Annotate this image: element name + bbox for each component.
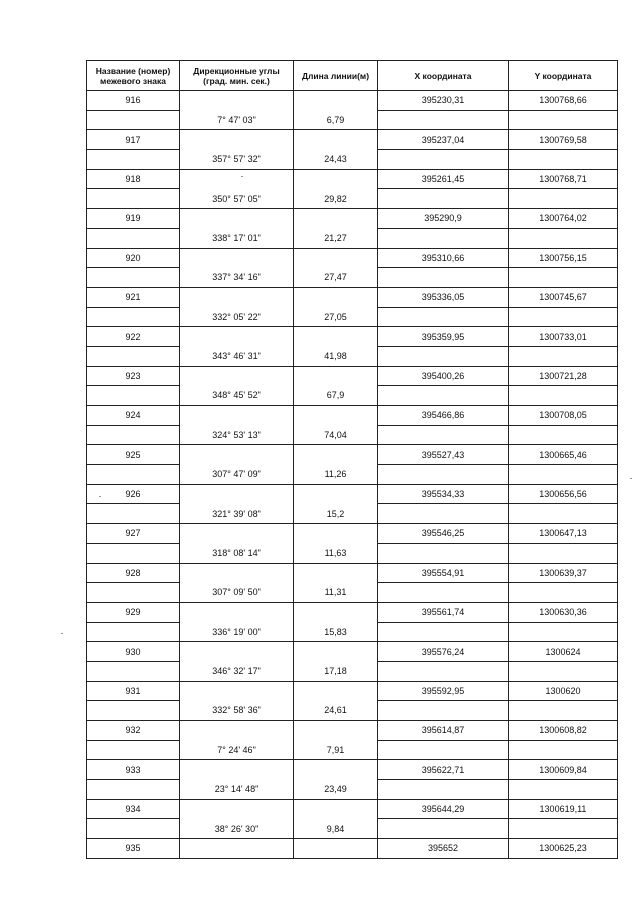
directional-angle-cell [180, 366, 294, 386]
line-length-cell [294, 681, 378, 701]
line-length-cell: 29,82 [294, 189, 378, 209]
y-coordinate-cell [509, 504, 618, 524]
directional-angle-cell: 348° 45' 52" [180, 386, 294, 406]
directional-angle-cell [180, 484, 294, 504]
segment-row [87, 740, 618, 760]
directional-angle-cell [180, 287, 294, 307]
y-coordinate-cell: 1300768,66 [509, 91, 618, 111]
x-coordinate-cell [378, 543, 509, 563]
table-header-row [87, 61, 618, 91]
marker-name-cell: 934 [87, 799, 180, 819]
line-length-cell [294, 484, 378, 504]
directional-angle-cell [180, 327, 294, 347]
marker-name-cell [87, 150, 180, 170]
header-line-length: Длина линии(м) [294, 61, 378, 91]
directional-angle-cell: 357° 57' 32" [180, 150, 294, 170]
marker-name-cell: 922 [87, 327, 180, 347]
directional-angle-cell: 336° 19' 00" [180, 622, 294, 642]
line-length-cell: 7,91 [294, 740, 378, 760]
segment-row [87, 622, 618, 642]
marker-name-cell: 924 [87, 406, 180, 426]
marker-name-cell [87, 425, 180, 445]
line-length-cell: 24,43 [294, 150, 378, 170]
x-coordinate-cell [378, 780, 509, 800]
line-length-cell [294, 169, 378, 189]
marker-row [87, 91, 618, 111]
segment-row [87, 268, 618, 288]
marker-row [87, 642, 618, 662]
directional-angle-cell [180, 406, 294, 426]
directional-angle-cell: 307° 47' 09" [180, 465, 294, 485]
y-coordinate-cell: 1300625,23 [509, 839, 618, 859]
line-length-cell [294, 524, 378, 544]
marker-name-cell: 925 [87, 445, 180, 465]
line-length-cell [294, 760, 378, 780]
line-length-cell [294, 406, 378, 426]
line-length-cell [294, 248, 378, 268]
line-length-cell: 27,47 [294, 268, 378, 288]
directional-angle-cell: 332° 05' 22" [180, 307, 294, 327]
line-length-cell [294, 602, 378, 622]
segment-row [87, 504, 618, 524]
y-coordinate-cell [509, 150, 618, 170]
marker-name-cell [87, 268, 180, 288]
directional-angle-cell [180, 524, 294, 544]
y-coordinate-cell: 1300620 [509, 681, 618, 701]
line-length-cell: 15,2 [294, 504, 378, 524]
line-length-cell [294, 91, 378, 111]
x-coordinate-cell: 395359,95 [378, 327, 509, 347]
line-length-cell [294, 209, 378, 229]
line-length-cell [294, 642, 378, 662]
segment-row [87, 346, 618, 366]
marker-name-cell: 917 [87, 130, 180, 150]
directional-angle-cell: 343° 46' 31" [180, 346, 294, 366]
x-coordinate-cell: 395644,29 [378, 799, 509, 819]
x-coordinate-cell: 395527,43 [378, 445, 509, 465]
x-coordinate-cell: 395290,9 [378, 209, 509, 229]
marker-name-cell: 927 [87, 524, 180, 544]
x-coordinate-cell: 395237,04 [378, 130, 509, 150]
marker-name-cell: 931 [87, 681, 180, 701]
y-coordinate-cell: 1300665,46 [509, 445, 618, 465]
marker-name-cell [87, 386, 180, 406]
marker-row [87, 681, 618, 701]
marker-row [87, 445, 618, 465]
y-coordinate-cell [509, 583, 618, 603]
header-marker-name: Название (номер) межевого знака [87, 61, 180, 91]
segment-row [87, 110, 618, 130]
y-coordinate-cell [509, 622, 618, 642]
marker-name-cell [87, 661, 180, 681]
directional-angle-cell [180, 169, 294, 189]
header-directional-angle: Дирекционные углы (град. мин. сек.) [180, 61, 294, 91]
marker-name-cell [87, 701, 180, 721]
x-coordinate-cell: 395614,87 [378, 721, 509, 741]
marker-name-cell [87, 583, 180, 603]
line-length-cell: 24,61 [294, 701, 378, 721]
y-coordinate-cell: 1300721,28 [509, 366, 618, 386]
directional-angle-cell: 337° 34' 16" [180, 268, 294, 288]
line-length-cell: 11,26 [294, 465, 378, 485]
line-length-cell: 6,79 [294, 110, 378, 130]
line-length-cell [294, 445, 378, 465]
line-length-cell: 23,49 [294, 780, 378, 800]
y-coordinate-cell: 1300745,67 [509, 287, 618, 307]
line-length-cell [294, 799, 378, 819]
y-coordinate-cell [509, 228, 618, 248]
marker-name-cell: 919 [87, 209, 180, 229]
directional-angle-cell [180, 681, 294, 701]
y-coordinate-cell: 1300608,82 [509, 721, 618, 741]
segment-row [87, 780, 618, 800]
line-length-cell [294, 287, 378, 307]
segment-row [87, 543, 618, 563]
x-coordinate-cell: 395336,05 [378, 287, 509, 307]
segment-row [87, 465, 618, 485]
x-coordinate-cell: 395466,86 [378, 406, 509, 426]
marker-row [87, 248, 618, 268]
x-coordinate-cell: 395561,74 [378, 602, 509, 622]
y-coordinate-cell [509, 268, 618, 288]
marker-name-cell: 928 [87, 563, 180, 583]
marker-name-cell: 920 [87, 248, 180, 268]
x-coordinate-cell [378, 622, 509, 642]
y-coordinate-cell: 1300647,13 [509, 524, 618, 544]
marker-name-cell [87, 189, 180, 209]
line-length-cell [294, 563, 378, 583]
line-length-cell: 21,27 [294, 228, 378, 248]
line-length-cell [294, 327, 378, 347]
directional-angle-cell: 7° 47' 03" [180, 110, 294, 130]
scan-speck [99, 496, 101, 497]
directional-angle-cell: 346° 32' 17" [180, 661, 294, 681]
x-coordinate-cell: 395534,33 [378, 484, 509, 504]
header-y-coordinate: Y координата [509, 61, 618, 91]
x-coordinate-cell [378, 386, 509, 406]
x-coordinate-cell [378, 150, 509, 170]
y-coordinate-cell [509, 740, 618, 760]
directional-angle-cell [180, 563, 294, 583]
marker-row [87, 602, 618, 622]
y-coordinate-cell [509, 661, 618, 681]
line-length-cell [294, 130, 378, 150]
x-coordinate-cell: 395310,66 [378, 248, 509, 268]
line-length-cell [294, 839, 378, 859]
marker-name-cell [87, 543, 180, 563]
x-coordinate-cell [378, 307, 509, 327]
directional-angle-cell: 321° 39' 08" [180, 504, 294, 524]
segment-row [87, 701, 618, 721]
directional-angle-cell: 338° 17' 01" [180, 228, 294, 248]
y-coordinate-cell: 1300764,02 [509, 209, 618, 229]
x-coordinate-cell: 395622,71 [378, 760, 509, 780]
marker-name-cell: 918 [87, 169, 180, 189]
directional-angle-cell [180, 642, 294, 662]
x-coordinate-cell [378, 465, 509, 485]
segment-row [87, 819, 618, 839]
marker-row [87, 563, 618, 583]
directional-angle-cell [180, 839, 294, 859]
line-length-cell: 17,18 [294, 661, 378, 681]
segment-row [87, 386, 618, 406]
x-coordinate-cell [378, 189, 509, 209]
marker-row [87, 327, 618, 347]
line-length-cell [294, 366, 378, 386]
y-coordinate-cell: 1300756,15 [509, 248, 618, 268]
x-coordinate-cell: 395400,26 [378, 366, 509, 386]
x-coordinate-cell [378, 504, 509, 524]
y-coordinate-cell: 1300619,11 [509, 799, 618, 819]
directional-angle-cell [180, 799, 294, 819]
marker-name-cell: 916 [87, 91, 180, 111]
y-coordinate-cell: 1300733,01 [509, 327, 618, 347]
directional-angle-cell [180, 602, 294, 622]
y-coordinate-cell [509, 425, 618, 445]
directional-angle-cell [180, 91, 294, 111]
marker-row [87, 484, 618, 504]
directional-angle-cell: 307° 09' 50" [180, 583, 294, 603]
y-coordinate-cell [509, 465, 618, 485]
y-coordinate-cell: 1300769,58 [509, 130, 618, 150]
segment-row [87, 661, 618, 681]
directional-angle-cell: 23° 14' 48" [180, 780, 294, 800]
line-length-cell: 67,9 [294, 386, 378, 406]
marker-row [87, 366, 618, 386]
marker-row [87, 130, 618, 150]
directional-angle-cell: 38° 26' 30" [180, 819, 294, 839]
marker-name-cell [87, 504, 180, 524]
marker-name-cell [87, 740, 180, 760]
marker-name-cell: 926 [87, 484, 180, 504]
y-coordinate-cell: 1300609,84 [509, 760, 618, 780]
directional-angle-cell [180, 209, 294, 229]
segment-row [87, 583, 618, 603]
segment-row [87, 307, 618, 327]
segment-row [87, 189, 618, 209]
marker-name-cell [87, 346, 180, 366]
x-coordinate-cell: 395230,31 [378, 91, 509, 111]
y-coordinate-cell [509, 386, 618, 406]
marker-name-cell [87, 465, 180, 485]
y-coordinate-cell [509, 819, 618, 839]
marker-name-cell: 932 [87, 721, 180, 741]
marker-name-cell [87, 110, 180, 130]
y-coordinate-cell [509, 543, 618, 563]
y-coordinate-cell [509, 701, 618, 721]
marker-name-cell [87, 819, 180, 839]
line-length-cell: 74,04 [294, 425, 378, 445]
segment-row [87, 425, 618, 445]
marker-row [87, 209, 618, 229]
x-coordinate-cell: 395546,25 [378, 524, 509, 544]
marker-row [87, 406, 618, 426]
y-coordinate-cell: 1300624 [509, 642, 618, 662]
marker-name-cell: 933 [87, 760, 180, 780]
directional-angle-cell: 350° 57' 05" [180, 189, 294, 209]
marker-row [87, 839, 618, 859]
marker-row [87, 169, 618, 189]
x-coordinate-cell: 395554,91 [378, 563, 509, 583]
y-coordinate-cell [509, 110, 618, 130]
scan-speck [630, 478, 632, 479]
line-length-cell [294, 721, 378, 741]
marker-name-cell [87, 622, 180, 642]
y-coordinate-cell: 1300708,05 [509, 406, 618, 426]
x-coordinate-cell: 395261,45 [378, 169, 509, 189]
marker-name-cell [87, 307, 180, 327]
directional-angle-cell [180, 760, 294, 780]
line-length-cell: 11,31 [294, 583, 378, 603]
segment-row [87, 228, 618, 248]
table-body [87, 91, 618, 859]
marker-row [87, 721, 618, 741]
marker-name-cell: 935 [87, 839, 180, 859]
marker-row [87, 287, 618, 307]
y-coordinate-cell: 1300630,36 [509, 602, 618, 622]
scan-speck [241, 176, 243, 177]
line-length-cell: 9,84 [294, 819, 378, 839]
x-coordinate-cell [378, 346, 509, 366]
marker-name-cell: 929 [87, 602, 180, 622]
marker-name-cell [87, 780, 180, 800]
x-coordinate-cell [378, 110, 509, 130]
x-coordinate-cell [378, 228, 509, 248]
directional-angle-cell [180, 445, 294, 465]
x-coordinate-cell [378, 268, 509, 288]
marker-row [87, 524, 618, 544]
x-coordinate-cell: 395592,95 [378, 681, 509, 701]
y-coordinate-cell: 1300639,37 [509, 563, 618, 583]
x-coordinate-cell: 395652 [378, 839, 509, 859]
x-coordinate-cell [378, 701, 509, 721]
directional-angle-cell [180, 248, 294, 268]
segment-row [87, 150, 618, 170]
line-length-cell: 27,05 [294, 307, 378, 327]
marker-name-cell: 921 [87, 287, 180, 307]
x-coordinate-cell [378, 661, 509, 681]
scan-speck [61, 633, 63, 634]
directional-angle-cell [180, 130, 294, 150]
y-coordinate-cell [509, 307, 618, 327]
x-coordinate-cell [378, 740, 509, 760]
header-x-coordinate: X координата [378, 61, 509, 91]
line-length-cell: 11,63 [294, 543, 378, 563]
directional-angle-cell [180, 721, 294, 741]
y-coordinate-cell [509, 189, 618, 209]
boundary-coordinates-table [86, 60, 618, 859]
line-length-cell: 15,83 [294, 622, 378, 642]
directional-angle-cell: 318° 08' 14" [180, 543, 294, 563]
marker-name-cell: 923 [87, 366, 180, 386]
y-coordinate-cell [509, 346, 618, 366]
marker-name-cell: 930 [87, 642, 180, 662]
y-coordinate-cell [509, 780, 618, 800]
marker-name-cell [87, 228, 180, 248]
marker-row [87, 760, 618, 780]
directional-angle-cell: 7° 24' 46" [180, 740, 294, 760]
directional-angle-cell: 332° 58' 36" [180, 701, 294, 721]
line-length-cell: 41,98 [294, 346, 378, 366]
x-coordinate-cell [378, 583, 509, 603]
x-coordinate-cell [378, 819, 509, 839]
directional-angle-cell: 324° 53' 13" [180, 425, 294, 445]
y-coordinate-cell: 1300768,71 [509, 169, 618, 189]
x-coordinate-cell: 395576,24 [378, 642, 509, 662]
x-coordinate-cell [378, 425, 509, 445]
y-coordinate-cell: 1300656,56 [509, 484, 618, 504]
marker-row [87, 799, 618, 819]
